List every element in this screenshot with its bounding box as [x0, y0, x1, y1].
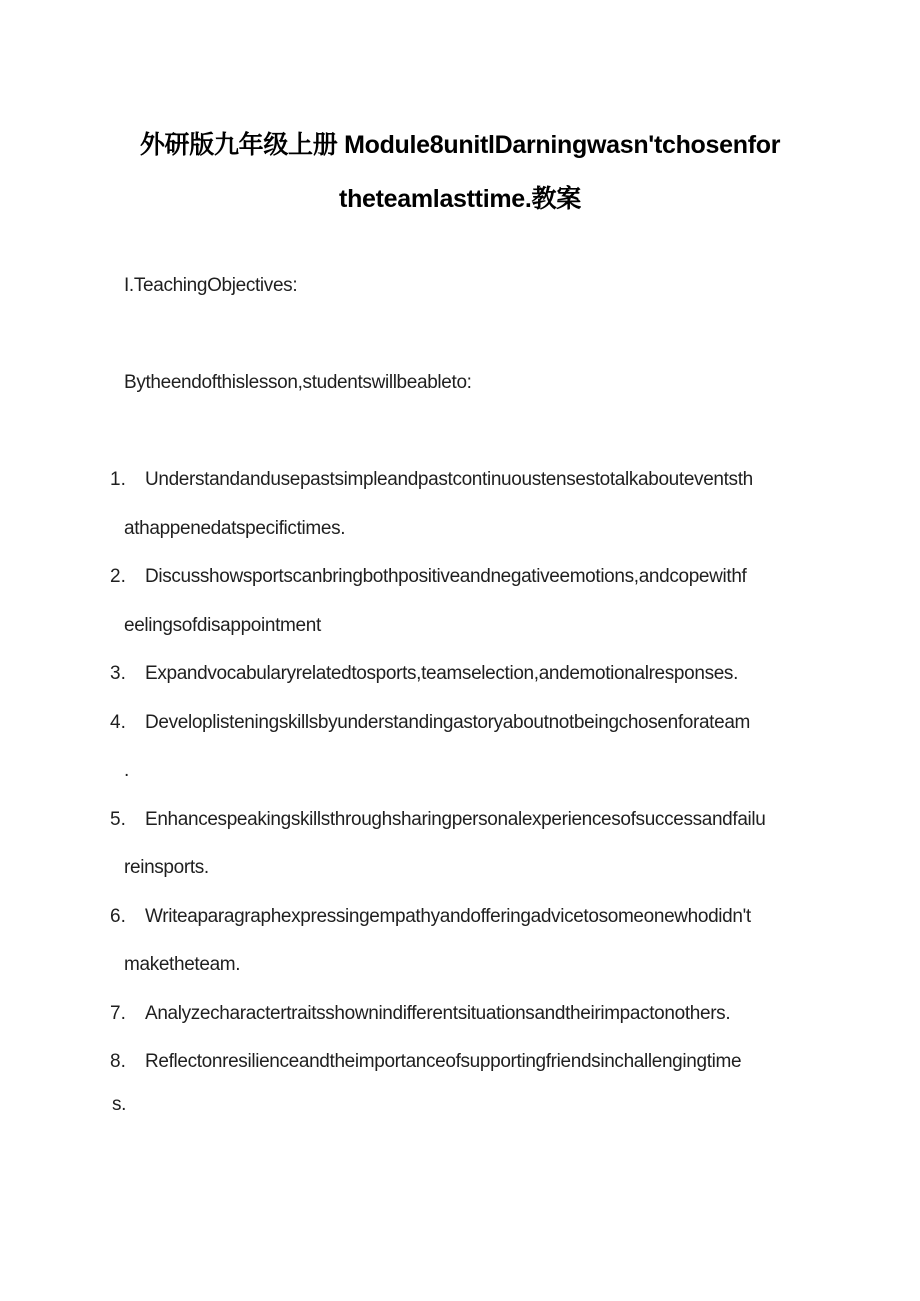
objectives-heading: I.TeachingObjectives: [124, 275, 298, 296]
objective-item-8 [110, 1038, 804, 1087]
blank-line [124, 311, 804, 360]
objective-text-6-line-1: Writeaparagraphexpressingempathyandofferingadvicetosomeonewhodidn't [145, 905, 751, 927]
blank-line [124, 408, 804, 457]
objective-text-1-line-2: athappenedatspecifictimes. [124, 517, 346, 539]
objective-number-1: 1. [110, 469, 126, 490]
objective-item-3 [110, 650, 804, 699]
objective-item-4 [110, 699, 804, 748]
objectives-intro: Bytheendofthislesson,studentswillbeableto: [124, 372, 472, 393]
objective-text-5-line-1: Enhancespeakingskillsthroughsharingpersonalexperiencesofsuccessandfailu [145, 808, 766, 830]
objective-text-1-line-1: Understandandusepastsimpleandpastcontinuoustensestotalkabouteventsth [145, 469, 753, 490]
objective-number-3: 3. [110, 663, 126, 684]
document-title-line-1: 外研版九年级上册 Module8unitlDarningwasn'tchosenfor [139, 131, 781, 159]
objective-number-4: 4. [110, 711, 126, 733]
objective-text-8-line-1: Reflectonresilienceandtheimportanceofsupportingfriendsinchallengingtime [145, 1051, 742, 1072]
objective-number-8: 8. [110, 1051, 126, 1072]
objective-text-3-line-1: Expandvocabularyrelatedtosports,teamselection,andemotionalresponses. [145, 663, 739, 684]
document-title-line-2: theteamlasttime.教案 [339, 185, 581, 213]
objective-text-4-line-2: . [124, 760, 129, 781]
objective-item-1 [110, 456, 804, 505]
objective-text-6-line-2: maketheteam. [124, 954, 241, 975]
objective-number-7: 7. [110, 1002, 126, 1024]
objective-number-2: 2. [110, 566, 126, 587]
objective-item-5 [110, 796, 804, 845]
objective-text-4-line-1: Developlisteningskillsbyunderstandingastoryaboutnotbeingchosenforateam [145, 711, 751, 733]
document-title [0, 118, 920, 226]
objective-text-2-line-1: Discusshowsportscanbringbothpositiveandnegativeemotions,andcopewithf [145, 566, 747, 587]
objective-text-7-line-1: Analyzecharactertraitsshownindifferentsituationsandtheirimpactonothers. [145, 1002, 731, 1024]
objective-item-2 [110, 553, 804, 602]
objective-text-8-line-2: s. [112, 1093, 127, 1115]
objective-item-6 [110, 893, 804, 942]
objective-number-6: 6. [110, 905, 126, 927]
objective-number-5: 5. [110, 808, 126, 830]
document-body [110, 262, 804, 1123]
objective-text-5-line-2: reinsports. [124, 857, 209, 878]
objective-item-7 [110, 990, 804, 1039]
objective-text-2-line-2: eelingsofdisappointment [124, 614, 321, 636]
